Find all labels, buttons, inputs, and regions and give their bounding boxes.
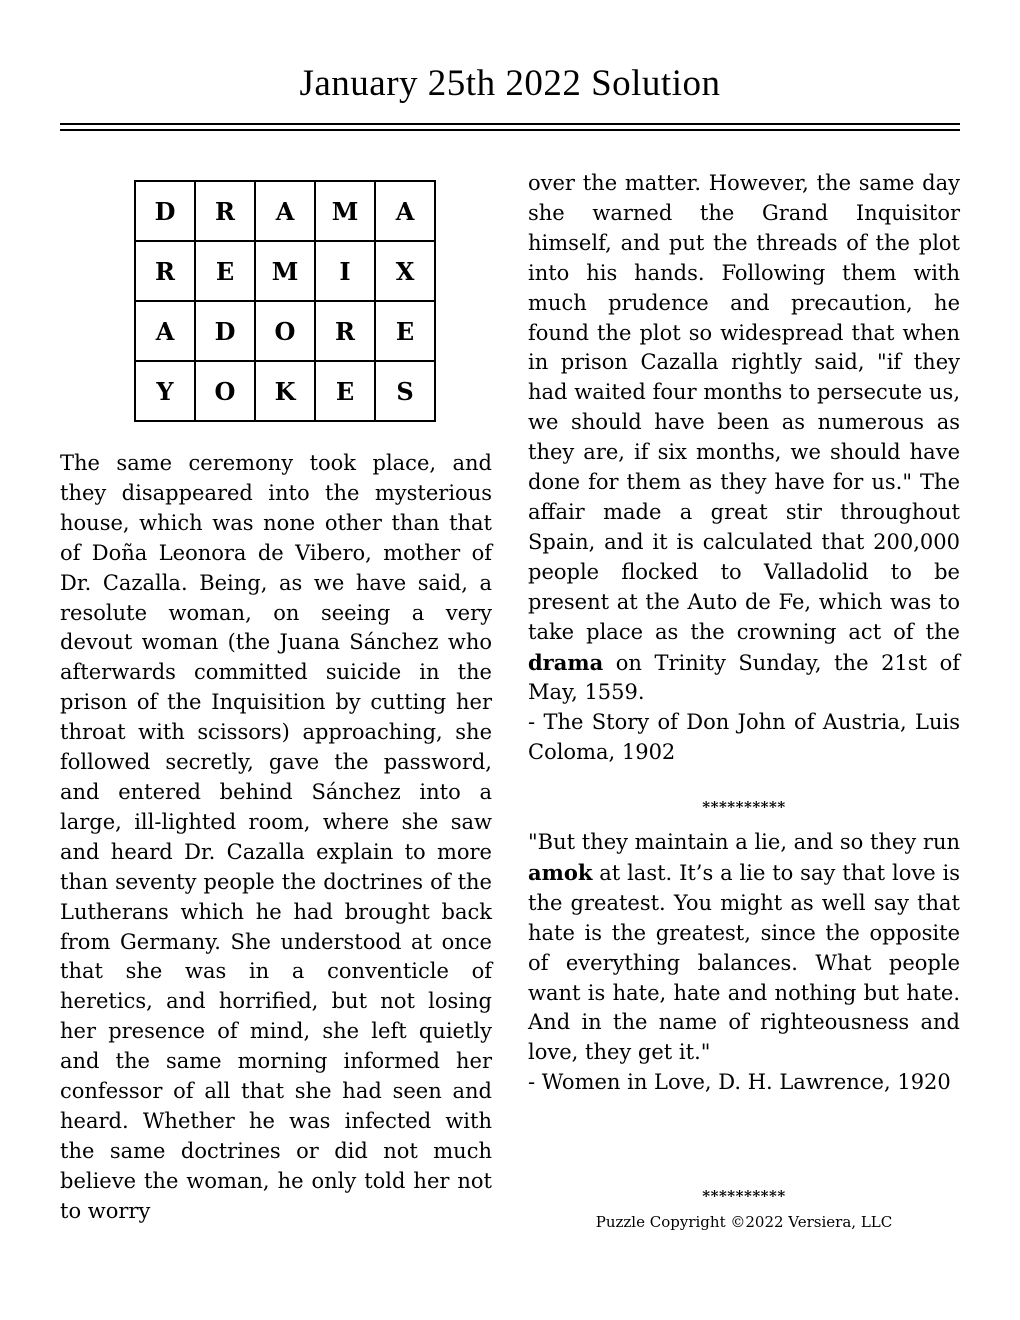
grid-cell: M <box>255 241 315 301</box>
grid-cell: I <box>315 241 375 301</box>
passage1-left-column <box>60 449 492 1227</box>
copyright-notice: Puzzle Copyright ©2022 Versiera, LLC <box>595 1213 893 1231</box>
grid-cell: E <box>195 241 255 301</box>
grid-cell: D <box>195 301 255 361</box>
grid-cell: S <box>375 361 435 421</box>
passage2-attribution: - Women in Love, D. H. Lawrence, 1920 <box>528 1070 951 1095</box>
title-rule-top <box>60 123 960 125</box>
grid-row <box>135 361 435 421</box>
grid-cell: K <box>255 361 315 421</box>
passage1-left-text: The same ceremony took place, and they disappeared into the mysterious house, which was none other than that of Doña Leonora de Vibero, mother of Dr. Cazalla. Being, as we have said, a resolute woman, on seeing a very devout woman (the Juana Sánchez who afterwards committed suicide in the prison of the Inquisition by cutting her throat with scissors) approaching, she followed secretly, gave the password, and entered behind Sánchez into a large, ill-lighted room, where she saw and heard Dr. Cazalla explain to more than seventy people the doctrines of the Lutherans which he had brought back from Germany. She understood at once that she was in a conventicle of heretics, and horrified, but not losing her presence of mind, she left quietly and the same morning informed her confessor of all that she had seen and heard. Whether he was infected with the same doctrines or did not much believe the woman, he only told her not to worry <box>60 451 492 1223</box>
page-title: January 25th 2022 Solution <box>299 63 721 104</box>
grid-cell: E <box>375 301 435 361</box>
passage1-right-paragraph <box>528 169 960 708</box>
passage2-text-before: "But they maintain a lie, and so they run <box>528 830 960 854</box>
grid-cell: E <box>315 361 375 421</box>
grid-cell: O <box>195 361 255 421</box>
grid-row <box>135 301 435 361</box>
grid-cell: O <box>255 301 315 361</box>
word-square-grid <box>134 180 436 422</box>
grid-cell: R <box>195 181 255 241</box>
passage1-keyword: drama <box>528 649 604 675</box>
passage1-right-text-before: over the matter. However, the same day she warned the Grand Inquisitor himself, and put the threads of the plot into his hands. Following them with much prudence and precaution, he found the plot so widespread that when in prison Cazalla rightly said, "if they had waited four months to persecute us, we should have been as numerous as they are, if six months, we should have done for them as they have for us." The affair made a great stir throughout Spain, and it is calculated that 200,000 people flocked to Valladolid to be present at the Auto de Fe, which was to take place as the crowning act of the <box>528 171 960 644</box>
grid-cell: Y <box>135 361 195 421</box>
grid-cell: R <box>135 241 195 301</box>
grid-cell: A <box>135 301 195 361</box>
passage2-keyword: amok <box>528 859 593 885</box>
passage1-attribution: - The Story of Don John of Austria, Luis Coloma, 1902 <box>528 710 960 765</box>
section-separator: ********** <box>702 798 786 816</box>
footer-separator: ********** <box>702 1187 786 1205</box>
passage2-text-after: at last. It’s a lie to say that love is the greatest. You might as well say that hate is the greatest, since the opposite of everything balances. What people want is hate, hate and nothing but hate. And in the name of righteousness and love, they get it." <box>528 860 960 1065</box>
grid-cell: R <box>315 301 375 361</box>
grid-cell: A <box>375 181 435 241</box>
grid-cell: D <box>135 181 195 241</box>
title-rule-bottom <box>60 129 960 131</box>
passage2-block <box>528 828 960 1098</box>
passage2-paragraph <box>528 828 960 1068</box>
grid-row <box>135 181 435 241</box>
grid-cell: A <box>255 181 315 241</box>
grid-cell: M <box>315 181 375 241</box>
grid-row <box>135 241 435 301</box>
passage1-right-text-after: on Trinity Sunday, the 21st of May, 1559. <box>528 650 960 705</box>
grid-cell: X <box>375 241 435 301</box>
passage1-right-column <box>528 169 960 768</box>
